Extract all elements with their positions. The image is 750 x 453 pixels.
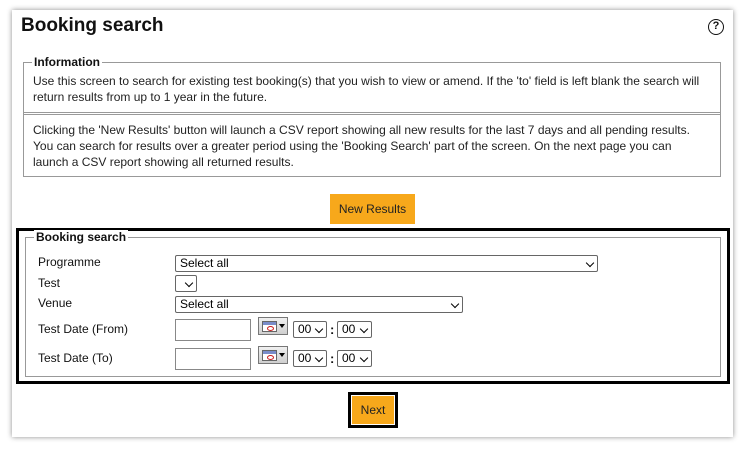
page-title: Booking search — [21, 15, 164, 36]
information-legend: Information — [34, 55, 100, 69]
test-date-from-input[interactable] — [175, 319, 251, 341]
chevron-down-icon — [315, 354, 323, 362]
booking-search-legend: Booking search — [36, 230, 127, 244]
information-text-2: Clicking the 'New Results' button will launch a CSV report showing all new results for the last 7 days and all pending results. You can search for results over a greater period using the 'Booking Search' part of the screen. On the next page you can launch a CSV report showing all returned results. — [33, 123, 690, 169]
test-date-from-hour-select[interactable]: 00 — [293, 321, 327, 338]
test-date-to-minute-select[interactable]: 00 — [337, 350, 372, 367]
venue-select[interactable]: Select all — [175, 296, 463, 313]
venue-label: Venue — [38, 296, 73, 310]
calendar-icon[interactable] — [258, 317, 288, 335]
programme-select[interactable]: Select all — [175, 255, 598, 272]
chevron-down-icon — [185, 279, 193, 287]
next-button[interactable]: Next — [352, 396, 394, 424]
calendar-icon[interactable] — [258, 346, 288, 364]
information-divider — [24, 112, 720, 115]
chevron-down-icon — [360, 325, 368, 333]
time-separator: : — [330, 322, 335, 337]
test-select[interactable] — [175, 275, 197, 292]
time-separator: : — [330, 351, 335, 366]
test-date-to-input[interactable] — [175, 348, 251, 370]
information-fieldset — [23, 55, 721, 177]
information-text-1: Use this screen to search for existing test booking(s) that you wish to view or amend. If the 'to' field is left blank the search will return results from up to 1 year in the future. — [33, 74, 700, 104]
test-label: Test — [38, 276, 61, 290]
chevron-down-icon — [586, 259, 594, 267]
new-results-button[interactable]: New Results — [330, 194, 415, 224]
next-button-highlight — [348, 392, 398, 428]
programme-label: Programme — [38, 255, 101, 269]
chevron-down-icon — [360, 354, 368, 362]
chevron-down-icon — [451, 300, 459, 308]
test-date-to-label: Test Date (To) — [38, 351, 113, 365]
booking-search-fieldset — [25, 230, 721, 377]
booking-search-highlight — [16, 228, 730, 384]
test-date-to-hour-select[interactable]: 00 — [293, 350, 327, 367]
test-date-from-label: Test Date (From) — [38, 322, 129, 336]
chevron-down-icon — [315, 325, 323, 333]
test-date-from-minute-select[interactable]: 00 — [337, 321, 372, 338]
help-icon[interactable]: ? — [708, 19, 724, 35]
